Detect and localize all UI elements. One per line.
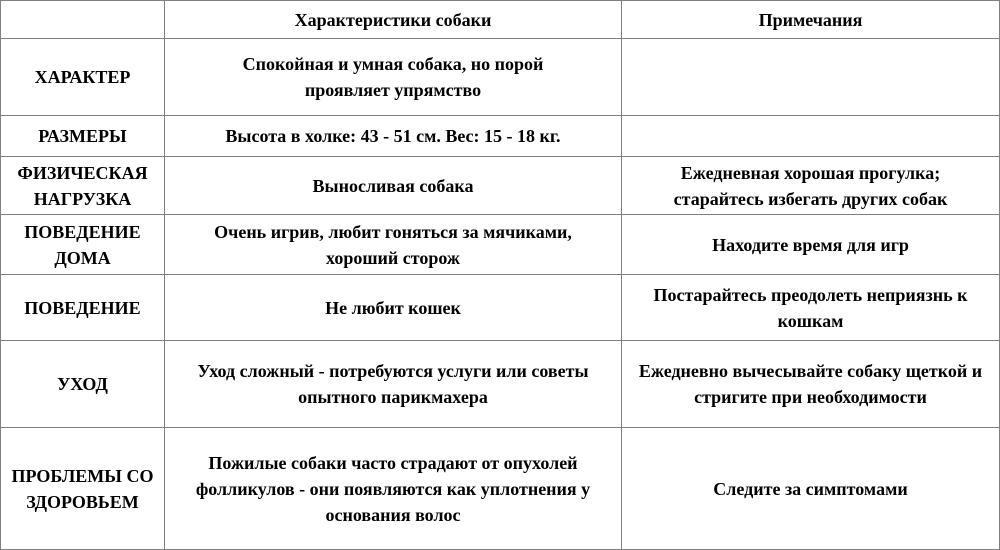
row-characteristic: Высота в холке: 43 - 51 см. Вес: 15 - 18 кг. <box>165 116 622 157</box>
header-empty-cell <box>1 1 165 39</box>
row-characteristic: Спокойная и умная собака, но порой проявляет упрямство <box>165 39 622 116</box>
row-note <box>622 39 1000 116</box>
row-note: Следите за симптомами <box>622 428 1000 550</box>
table-row <box>1 275 1000 341</box>
row-note: Находите время для игр <box>622 215 1000 275</box>
row-label: ПРОБЛЕМЫ СО ЗДОРОВЬЕМ <box>1 428 165 550</box>
table-row <box>1 39 1000 116</box>
table-row <box>1 116 1000 157</box>
row-characteristic: Очень игрив, любит гоняться за мячиками, хороший сторож <box>165 215 622 275</box>
header-notes: Примечания <box>622 1 1000 39</box>
row-characteristic: Не любит кошек <box>165 275 622 341</box>
row-label: РАЗМЕРЫ <box>1 116 165 157</box>
table-row <box>1 341 1000 428</box>
row-label: ПОВЕДЕНИЕ <box>1 275 165 341</box>
row-note <box>622 116 1000 157</box>
header-row <box>1 1 1000 39</box>
table-row <box>1 428 1000 550</box>
row-characteristic: Уход сложный - потребуются услуги или советы опытного парикмахера <box>165 341 622 428</box>
header-characteristics: Характеристики собаки <box>165 1 622 39</box>
row-label: ХАРАКТЕР <box>1 39 165 116</box>
row-note: Ежедневно вычесывайте собаку щеткой и стригите при необходимости <box>622 341 1000 428</box>
row-label: ПОВЕДЕНИЕ ДОМА <box>1 215 165 275</box>
table-row <box>1 215 1000 275</box>
row-note: Постарайтесь преодолеть неприязнь к кошкам <box>622 275 1000 341</box>
row-note: Ежедневная хорошая прогулка; старайтесь избегать других собак <box>622 157 1000 215</box>
row-label: ФИЗИЧЕСКАЯ НАГРУЗКА <box>1 157 165 215</box>
row-label: УХОД <box>1 341 165 428</box>
row-characteristic: Выносливая собака <box>165 157 622 215</box>
table-row <box>1 157 1000 215</box>
row-characteristic: Пожилые собаки часто страдают от опухолей фолликулов - они появляются как уплотнения у основания волос <box>165 428 622 550</box>
